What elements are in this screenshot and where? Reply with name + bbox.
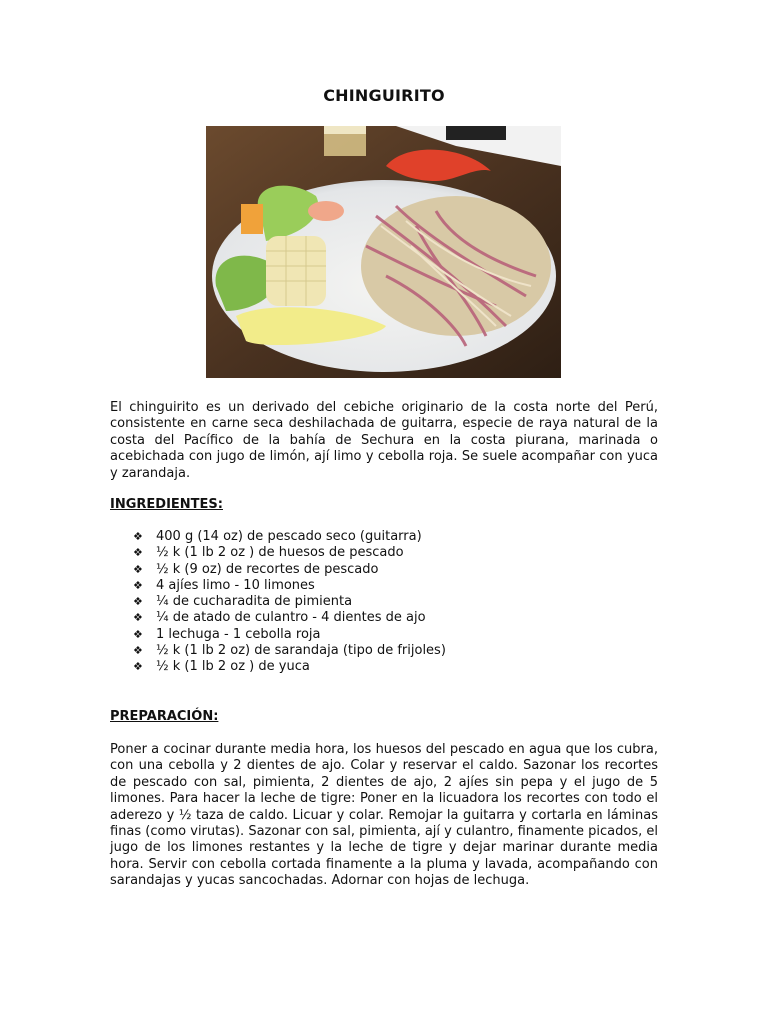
list-item: ❖ ½ k (1 lb 2 oz) de sarandaja (tipo de frijoles) bbox=[133, 643, 446, 659]
bullet-icon: ❖ bbox=[133, 627, 143, 641]
bullet-icon: ❖ bbox=[133, 595, 143, 609]
list-item: ❖ ¼ de atado de culantro - 4 dientes de ajo bbox=[133, 610, 426, 626]
dish-photo bbox=[206, 126, 561, 378]
preparation-paragraph: Poner a cocinar durante media hora, los huesos del pescado en agua que los cubra, con una cebolla y 2 dientes de ajo. Colar y reservar el caldo. Sazonar los recortes de pescado con sal, pimienta, 2 dientes de ajo, 2 ajíes sin pepa y el jugo de 5 limones. Para hacer la leche de tigre: Poner en la licuadora los recortes con todo el aderezo y ½ taza de caldo. Licuar y colar. Remojar la guitarra y cortarla en láminas finas (como virutas). Sazonar con sal, pimienta, ají y culantro, finamente picados, el jugo de los limones restantes y la leche de tigre y dejar marinar durante media hora. Servir con cebolla cortada finamente a la pluma y lavada, acompañando con sarandajas y yucas sancochadas. Adornar con hojas de lechuga. bbox=[110, 742, 658, 889]
preparation-heading: PREPARACIÓN: bbox=[110, 709, 219, 724]
list-item: ❖ ¼ de cucharadita de pimienta bbox=[133, 594, 353, 610]
list-item: ❖ ½ k (1 lb 2 oz ) de yuca bbox=[133, 659, 310, 675]
bullet-icon: ❖ bbox=[133, 644, 143, 658]
bullet-icon: ❖ bbox=[133, 611, 143, 625]
bullet-icon: ❖ bbox=[133, 546, 143, 560]
list-item: ❖ 1 lechuga - 1 cebolla roja bbox=[133, 626, 321, 642]
bullet-icon: ❖ bbox=[133, 562, 143, 576]
ingredients-list bbox=[133, 529, 446, 676]
page-title: CHINGUIRITO bbox=[323, 86, 445, 105]
bullet-icon: ❖ bbox=[133, 530, 143, 543]
list-item: ❖ 4 ajíes limo - 10 limones bbox=[133, 577, 315, 593]
intro-paragraph: El chinguirito es un derivado del cebiche originario de la costa norte del Perú, consistente en carne seca deshilachada de guitarra, especie de raya natural de la costa del Pacífico de la bahía de Sechura en la costa piurana, marinada o acebichada con jugo de limón, ají limo y cebolla roja. Se suele acompañar con yuca y zarandaja. bbox=[110, 400, 658, 481]
list-item: ❖ 400 g (14 oz) de pescado seco (guitarra) bbox=[133, 529, 422, 544]
bullet-icon: ❖ bbox=[133, 660, 143, 674]
list-item: ❖ ½ k (9 oz) de recortes de pescado bbox=[133, 561, 379, 577]
list-item: ❖ ½ k (1 lb 2 oz ) de huesos de pescado bbox=[133, 545, 404, 561]
bullet-icon: ❖ bbox=[133, 578, 143, 592]
ingredients-heading: INGREDIENTES: bbox=[110, 497, 223, 512]
